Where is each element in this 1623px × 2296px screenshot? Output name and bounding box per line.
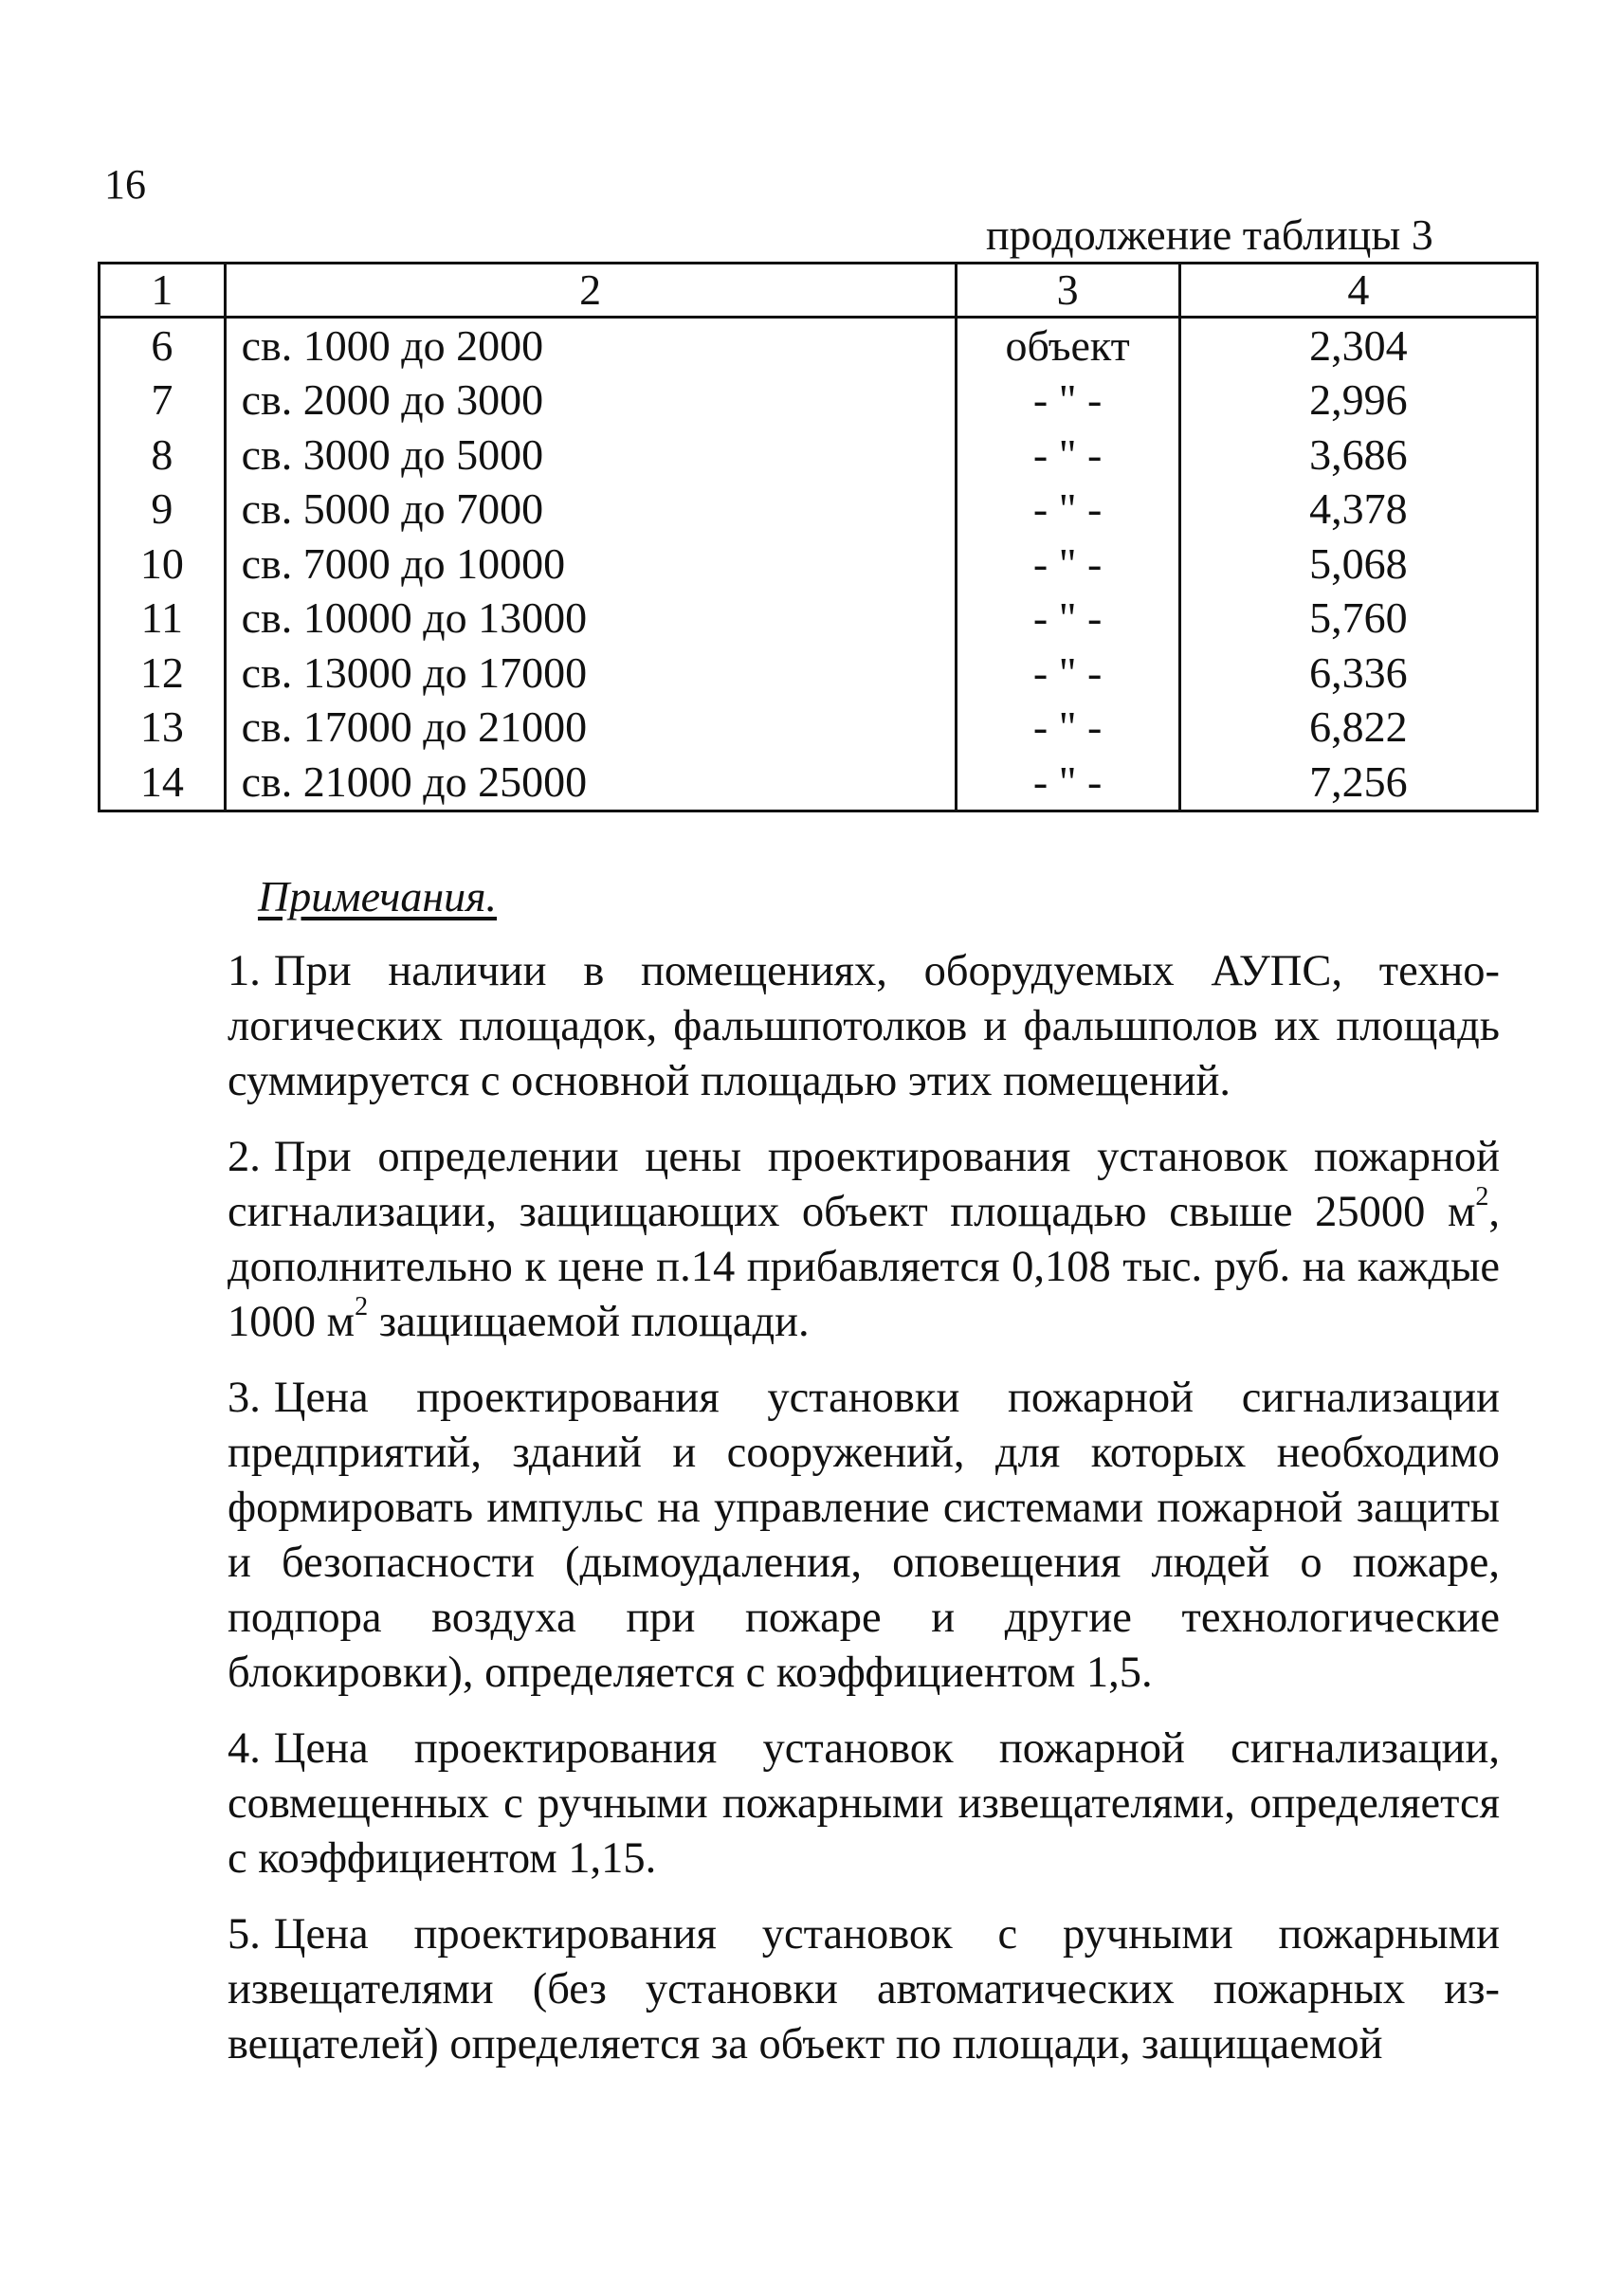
area-range: св. 5000 до 7000 bbox=[225, 483, 956, 538]
area-range: св. 2000 до 3000 bbox=[225, 374, 956, 428]
area-range: св. 21000 до 25000 bbox=[225, 755, 956, 811]
note-text: защищаемой площади. bbox=[368, 1298, 810, 1346]
note-item bbox=[228, 944, 1500, 1109]
price-value: 3,686 bbox=[1179, 428, 1537, 483]
superscript: 2 bbox=[355, 1292, 369, 1321]
row-number: 8 bbox=[100, 428, 226, 483]
table-row bbox=[100, 755, 1538, 811]
note-number: 2. bbox=[228, 1133, 261, 1181]
price-table bbox=[98, 262, 1539, 812]
note-text: Цена проектирования установки пожарной сигнализации предприятий, зданий и сооружений, для которых необходимо формировать импульс на управление системами пожарной защиты и безопасности (дымоудаления, оповещения людей о пожаре, подпора воздуха при пожаре и другие технологические блокировки), определяется с коэффициентом 1,5. bbox=[228, 1374, 1500, 1697]
note-number: 3. bbox=[228, 1374, 261, 1422]
table-caption: продолжение таблицы 3 bbox=[986, 210, 1433, 259]
note-item bbox=[228, 1371, 1500, 1701]
note-text: При определении цены проектирования установок пожарной сигнализации, защищающих объект площадью свыше 25000 м bbox=[228, 1133, 1500, 1236]
price-value: 6,336 bbox=[1179, 646, 1537, 701]
row-number: 11 bbox=[100, 592, 226, 647]
note-item bbox=[228, 1130, 1500, 1350]
note-text: Цена проектирования установок с ручными пожарными извещателями (без установки автоматических пожарных извещателей) определяется за объект по площади, защищаемой bbox=[228, 1910, 1500, 2068]
price-value: 5,068 bbox=[1179, 537, 1537, 592]
table-row bbox=[100, 701, 1538, 756]
note-text: При наличии в помещениях, оборудуемых АУПС, технологических площадок, фальшпотолков и фальшполов их площадь суммируется с основной площадью этих помещений. bbox=[228, 947, 1500, 1105]
note-number: 5. bbox=[228, 1910, 261, 1959]
superscript: 2 bbox=[1475, 1182, 1489, 1212]
notes-list bbox=[228, 944, 1500, 2093]
area-range: св. 1000 до 2000 bbox=[225, 318, 956, 374]
unit: - " - bbox=[956, 592, 1179, 647]
unit: объект bbox=[956, 318, 1179, 374]
column-header-3: 3 bbox=[956, 264, 1179, 318]
note-text: , дополнительно к цене п.14 прибавляется 0,108 тыс. руб. на каждые 1000 м bbox=[228, 1188, 1500, 1346]
table-row bbox=[100, 592, 1538, 647]
area-range: св. 3000 до 5000 bbox=[225, 428, 956, 483]
row-number: 9 bbox=[100, 483, 226, 538]
table-row bbox=[100, 428, 1538, 483]
column-header-4: 4 bbox=[1179, 264, 1537, 318]
area-range: св. 17000 до 21000 bbox=[225, 701, 956, 756]
table-row bbox=[100, 483, 1538, 538]
unit: - " - bbox=[956, 701, 1179, 756]
table-row bbox=[100, 374, 1538, 428]
area-range: св. 7000 до 10000 bbox=[225, 537, 956, 592]
note-text: Цена проектирования установок пожарной сигнализации, совмещенных с ручными пожарными извещателями, определяется с коэффициентом 1,15. bbox=[228, 1724, 1500, 1883]
table-row bbox=[100, 537, 1538, 592]
area-range: св. 10000 до 13000 bbox=[225, 592, 956, 647]
row-number: 7 bbox=[100, 374, 226, 428]
area-range: св. 13000 до 17000 bbox=[225, 646, 956, 701]
price-value: 2,996 bbox=[1179, 374, 1537, 428]
table-row bbox=[100, 646, 1538, 701]
notes-title: Примечания. bbox=[258, 872, 498, 920]
price-value: 7,256 bbox=[1179, 755, 1537, 811]
unit: - " - bbox=[956, 755, 1179, 811]
note-item bbox=[228, 1722, 1500, 1886]
note-item bbox=[228, 1907, 1500, 2072]
unit: - " - bbox=[956, 646, 1179, 701]
price-value: 5,760 bbox=[1179, 592, 1537, 647]
unit: - " - bbox=[956, 483, 1179, 538]
row-number: 12 bbox=[100, 646, 226, 701]
note-number: 1. bbox=[228, 947, 261, 995]
unit: - " - bbox=[956, 537, 1179, 592]
price-value: 4,378 bbox=[1179, 483, 1537, 538]
page-number: 16 bbox=[104, 161, 146, 208]
row-number: 14 bbox=[100, 755, 226, 811]
price-value: 2,304 bbox=[1179, 318, 1537, 374]
table-row bbox=[100, 318, 1538, 374]
unit: - " - bbox=[956, 374, 1179, 428]
row-number: 13 bbox=[100, 701, 226, 756]
row-number: 6 bbox=[100, 318, 226, 374]
price-value: 6,822 bbox=[1179, 701, 1537, 756]
column-header-2: 2 bbox=[225, 264, 956, 318]
unit: - " - bbox=[956, 428, 1179, 483]
note-number: 4. bbox=[228, 1724, 261, 1773]
column-header-1: 1 bbox=[100, 264, 226, 318]
table-header-row bbox=[100, 264, 1538, 318]
row-number: 10 bbox=[100, 537, 226, 592]
